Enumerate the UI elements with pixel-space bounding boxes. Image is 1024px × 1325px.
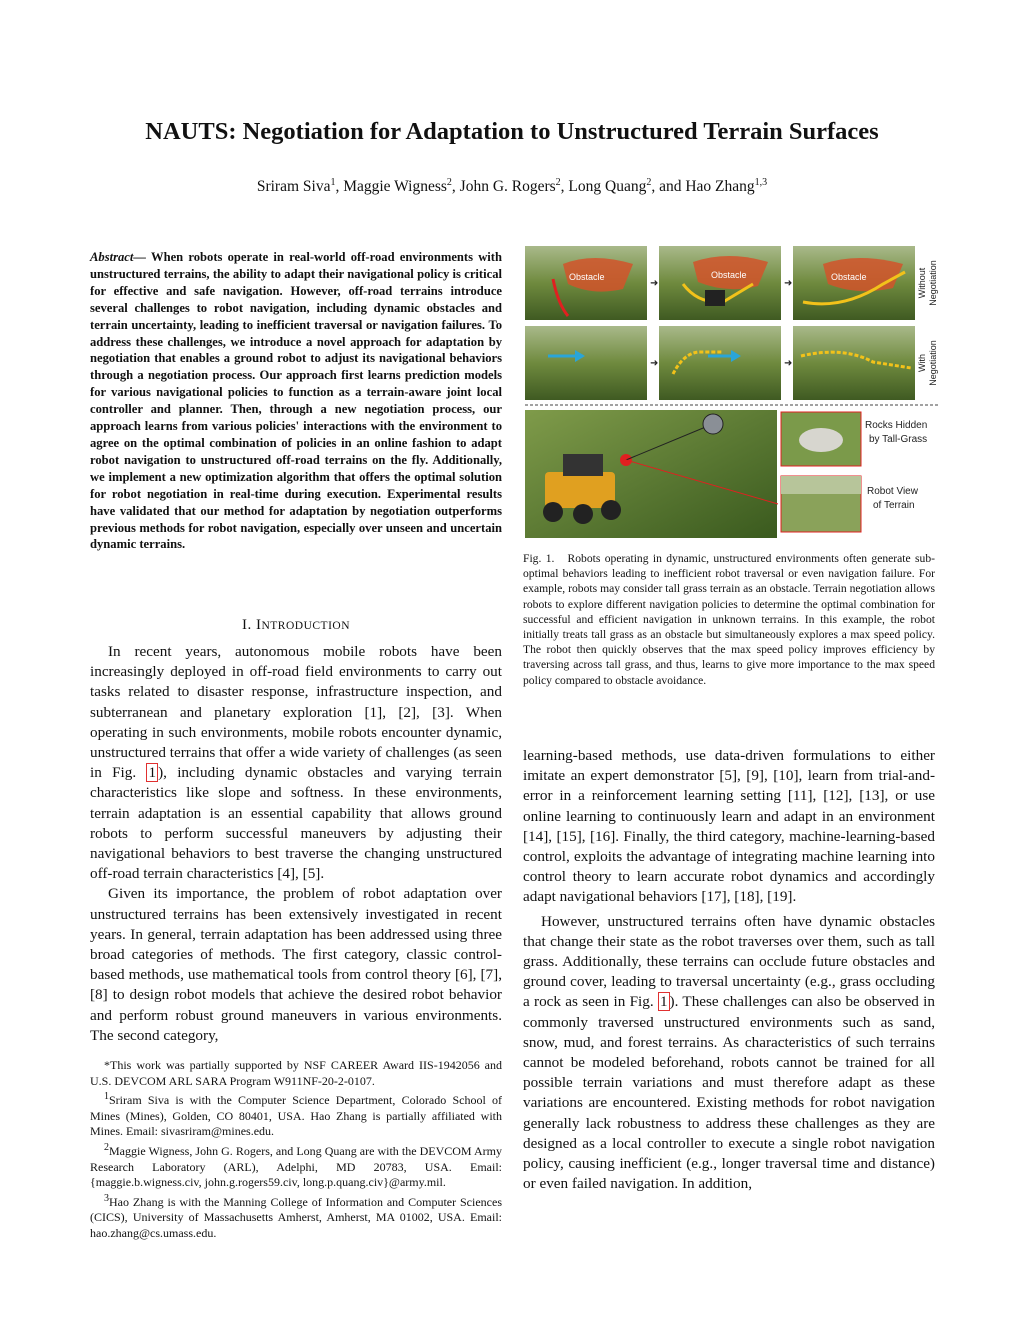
- inset-rocks-hidden: [781, 412, 927, 466]
- arxiv-identifier: [14, 355, 74, 955]
- rock-zoom-icon: [703, 414, 723, 434]
- author-affiliation: 2: [446, 177, 452, 188]
- inset-label: of Terrain: [873, 500, 915, 511]
- author-affiliation: 2: [646, 177, 652, 188]
- author-affiliation: 1: [330, 177, 336, 188]
- paragraph: learning-based methods, use data-driven formulations to either imitate an expert demonstrator [5], [9], [10], learn from trial-and-error in a reinforcement learning setting [11], [12], [13], or use online learning to continuously learn and adapt in an environment [14], [15], [16]. Finally, the third category, machine-learning-based control, exploits the advantage of integrating machine learning into control theory to learn accurate robot dynamics and accordingly adapt navigational behaviors [17], [18], [19].: [523, 747, 935, 906]
- figure-1: [523, 244, 940, 540]
- arxiv-stamp: [14, 355, 74, 955]
- obstacle-label: Obstacle: [711, 270, 747, 280]
- footnotes: [90, 1058, 502, 1242]
- inset-robot-view: [781, 476, 919, 532]
- paragraph-text: In recent years, autonomous mobile robots have been increasingly deployed in off-road field environments to carry out tasks related to disaster response, infrastructure inspection, and subterranean and planetary exploration [1], [2], [3]. When operating in such environments, mobile robots encounter dynamic, unstructured terrains that offer a wide variety of challenges (as seen in Fig.: [90, 643, 502, 782]
- panel-row-with-negotiation: [525, 326, 938, 400]
- author-name: Long Quang: [568, 178, 647, 196]
- robot-sensor-rack: [563, 454, 603, 476]
- panel-row-without-negotiation: [525, 246, 938, 320]
- robot-icon: [705, 290, 725, 306]
- row-label-line: Negotiation: [928, 260, 938, 306]
- abstract-label: Abstract—: [90, 250, 146, 264]
- footnote-text: Maggie Wigness, John G. Rogers, and Long Quang are with the DEVCOM Army Research Laboratory (ARL), Adelphi, MD 20783, USA. Email: {maggie.b.wigness.civ, john.g.rogers59.civ, long.p.quang.civ}@army.mil.: [90, 1143, 502, 1190]
- row-label: [917, 260, 938, 306]
- author-name: Sriram Siva: [256, 178, 331, 196]
- footnote-3: [90, 1191, 502, 1242]
- left-column-body: [90, 642, 502, 1046]
- author-affiliation: 1,3: [754, 177, 768, 188]
- scene-panel: [659, 326, 781, 400]
- obstacle-label: Obstacle: [569, 272, 605, 282]
- section-title-initial: I: [255, 617, 262, 633]
- figure-reference-link[interactable]: 1: [659, 993, 668, 1011]
- footnote-text: Hao Zhang is with the Manning College of Information and Computer Sciences (CICS), University of Massachusetts Amherst, Amherst, MA 01002, USA. Email: hao.zhang@cs.umass.edu.: [90, 1194, 502, 1240]
- robot-wheel: [573, 504, 593, 524]
- inset-sky: [781, 476, 861, 494]
- scene-panel: [793, 326, 915, 400]
- footnote-text: Sriram Siva is with the Computer Science Department, Colorado School of Mines (Mines), Golden, CO 80401, USA. Hao Zhang is partially affiliated with Mines. Email: sivasriram@mines.edu.: [90, 1093, 502, 1139]
- inset-label: Robot View: [867, 486, 918, 497]
- caption-label: Fig. 1.: [523, 552, 555, 565]
- right-column-body: [523, 746, 935, 1194]
- footnote-funding: *This work was partially supported by NSF CAREER Award IIS-1942056 and U.S. DEVCOM ARL SARA Program W911NF-20-2-0107.: [90, 1058, 502, 1088]
- row-label-line: Negotiation: [928, 340, 938, 386]
- row-label: [917, 340, 938, 386]
- rock-shape: [799, 428, 843, 452]
- footnote-marker: 2: [104, 1141, 109, 1153]
- scene-panel: [525, 326, 647, 400]
- author-name: Maggie Wigness: [343, 178, 447, 196]
- figure-caption: [523, 551, 935, 688]
- row-label-line: Without: [917, 267, 927, 299]
- figure-1-image: [523, 244, 940, 540]
- paragraph-text: ). These challenges can also be observed in commonly traversed unstructured environments such as sand, snow, mud, and forest terrains. As characteristics of such terrains cannot be modeled beforehand, robots cannot be trained for all possible terrain variations and must therefore adapt as these variations are encountered. Existing methods for robot navigation generally lack robustness to address these challenges as they are designed as a local controller to execute a single robot navigation policy, causing inefficient (e.g., longer traversal time and distance) or even failed navigation. In addition,: [523, 993, 935, 1193]
- author-name: John G. Rogers: [459, 178, 556, 196]
- paragraph: [523, 912, 935, 1195]
- inset-label: Rocks Hidden: [865, 420, 928, 431]
- figure-reference-link[interactable]: 1: [148, 764, 157, 782]
- section-number: I.: [241, 617, 256, 633]
- arrow-icon: ➜: [784, 278, 793, 289]
- paragraph-text: However, unstructured terrains often have dynamic obstacles that change their state as the robot traverses over them, such as tall grass. Additionally, these terrains can occlude future obstacles and ground cover, leading to traversal uncertainty (e.g., grass occluding a rock as seen in Fig.: [523, 912, 935, 1011]
- footnote-marker: 1: [104, 1091, 109, 1103]
- footnote-marker: 3: [104, 1192, 109, 1204]
- section-title-rest: NTRODUCTION: [261, 620, 351, 632]
- paragraph-text: ), including dynamic obstacles and varying terrain characteristics like slope and softness. In these environments, terrain adaptation is an essential capability that allows ground robots to perform successful maneuvers by adjusting their navigational behaviors to best traverse the changing unstructured off-road terrain characteristics [4], [5].: [90, 764, 502, 883]
- row-label-line: With: [917, 354, 927, 372]
- section-heading-introduction: [90, 617, 502, 634]
- abstract-text: When robots operate in real-world off-road environments with unstructured terrains, the ability to adapt their navigational policy is critical for effective and safe navigation. However, off-road terrains introduce several challenges to robot navigation, including dynamic obstacles and terrain uncertainty, leading to inefficient traversal or navigation failures. To address these challenges, we introduce a novel approach for adaptation by negotiation that enables a ground robot to adjust its navigational behaviors through a negotiation process. Our approach first learns prediction models for various navigational policies to function as a terrain-aware joint local controller and planner. Then, through a new negotiation process, our approach learns from various policies' interactions with the environment to agree on the optimal combination of policies in an online fashion to adapt robot navigation to unstructured off-road terrains on the fly. Additionally, we implement a new optimization algorithm that offers the optimal solution for robot negotiation in real-time during execution. Experimental results have validated that our method for adaptation by negotiation outperforms previous methods for robot navigation, especially over unseen and uncertain dynamic terrains.: [90, 250, 503, 552]
- robot-wheel: [543, 502, 563, 522]
- arrow-icon: ➜: [784, 358, 793, 369]
- paragraph: Given its importance, the problem of robot adaptation over unstructured terrains has been extensively investigated in recent years. In general, terrain adaptation has been addressed using three broad categories of methods. The first category, classic control-based methods, use mathematical tools from control theory [6], [7], [8] to design robot models that achieve the desired robot behavior and perform robust ground maneuvers in various environments. The second category,: [90, 885, 502, 1044]
- author-affiliation: 2: [555, 177, 561, 188]
- inset-label: by Tall-Grass: [869, 434, 928, 445]
- arrow-icon: ➜: [650, 278, 659, 289]
- arrow-icon: ➜: [650, 358, 659, 369]
- footnote-1: [90, 1089, 502, 1140]
- author-name: Hao Zhang: [685, 178, 755, 196]
- paragraph: [90, 642, 502, 884]
- robot-wheel: [601, 500, 621, 520]
- paper-title: NAUTS: Negotiation for Adaptation to Unstructured Terrain Surfaces: [145, 118, 879, 145]
- robot-scene-panel: [525, 410, 778, 538]
- caption-text: Robots operating in dynamic, unstructured environments often generate sub-optimal behaviors leading to inefficient robot traversal or even navigation failure. For example, robots may consider tall grass terrain as an obstacle. Terrain negotiation allows robots to explore different navigation policies to determine the optimal combination for successful and efficient navigation in unknown terrains. In this example, the robot initially treats tall grass as an obstacle but simultaneously explores a max speed policy. The robot then quickly observes that the max speed policy improves efficiency by traversing across tall grass, and thus, learns to give more importance to the max speed policy compared to obstacle avoidance.: [523, 552, 935, 687]
- abstract: [90, 249, 502, 553]
- footnote-2: [90, 1140, 502, 1191]
- obstacle-label: Obstacle: [831, 272, 867, 282]
- author-list: Sriram Siva$^1$, Maggie Wigness$^2$, John G. Rogers$^2$, Long Quang$^2$, and Hao Zhang$^{1,3}$: [256, 177, 768, 196]
- footnote-divider: [90, 1050, 502, 1052]
